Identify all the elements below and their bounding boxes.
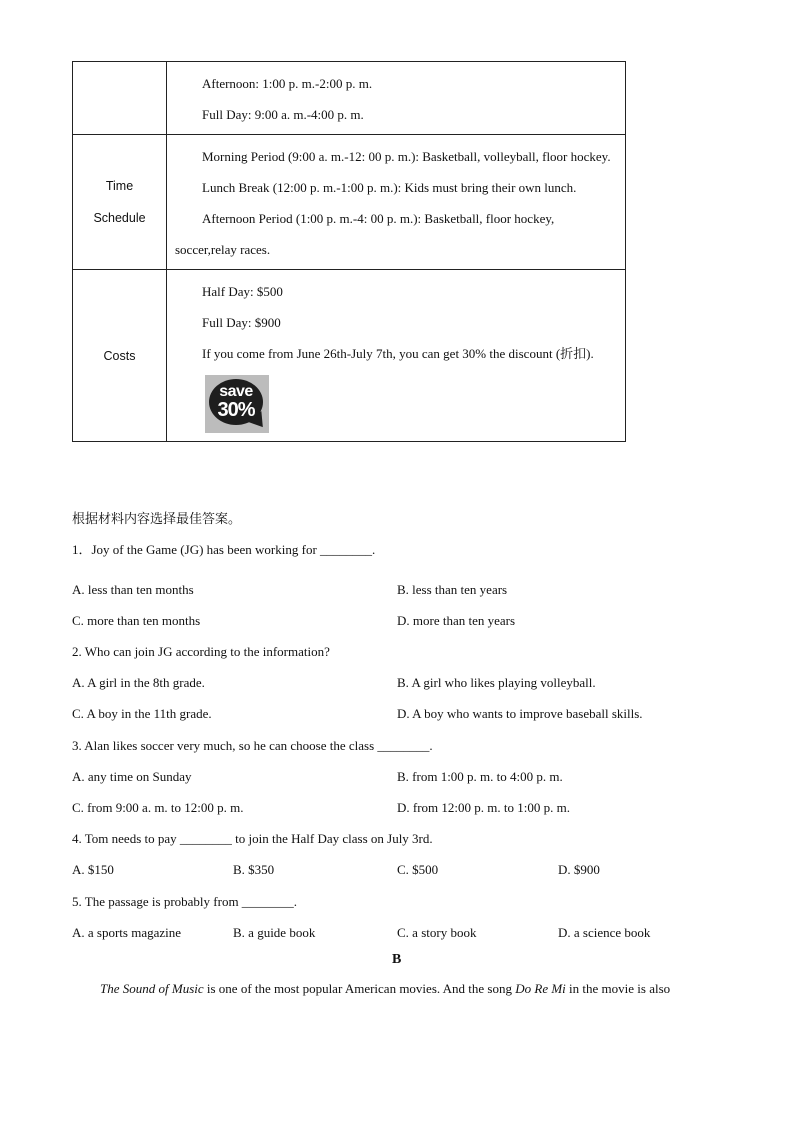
question-3-option-d[interactable]: D. from 12:00 p. m. to 1:00 p. m. — [397, 800, 570, 815]
cost-discount: If you come from June 26th-July 7th, you can get 30% the discount (折扣). — [202, 346, 594, 361]
question-3-option-c[interactable]: C. from 9:00 a. m. to 12:00 p. m. — [72, 800, 244, 815]
time-continued-label-cell — [73, 62, 167, 135]
question-5-option-a[interactable]: A. a sports magazine — [72, 925, 182, 940]
time-full-day: Full Day: 9:00 a. m.-4:00 p. m. — [202, 107, 364, 122]
question-4-option-d[interactable]: D. $900 — [558, 862, 600, 877]
question-2-option-c[interactable]: C. A boy in the 11th grade. — [72, 706, 212, 721]
save-30-badge-icon — [205, 375, 269, 433]
time-continued-cell — [167, 62, 626, 135]
question-2-option-d[interactable]: D. A boy who wants to improve baseball skills. — [397, 706, 643, 721]
badge-text-percent: 30% — [217, 399, 255, 421]
question-1-option-c[interactable]: C. more than ten months — [72, 613, 201, 628]
afternoon-period: Afternoon Period (1:00 p. m.-4: 00 p. m.): Basketball, floor hockey, soccer,relay races. — [175, 211, 555, 257]
question-2-option-a[interactable]: A. A girl in the 8th grade. — [72, 675, 205, 690]
question-4-stem: 4. Tom needs to pay ________ to join the Half Day class on July 3rd. — [72, 831, 433, 846]
section-b-heading: B — [392, 952, 402, 967]
paragraph-text-1: is one of the most popular American movies. And the song — [203, 981, 516, 996]
question-5-option-d[interactable]: D. a science book — [558, 925, 651, 940]
table-row — [73, 135, 626, 270]
question-1-stem: 1．Joy of the Game (JG) has been working for ________. — [72, 542, 376, 557]
table-row — [73, 62, 626, 135]
question-3-stem: 3. Alan likes soccer very much, so he can choose the class ________. — [72, 738, 433, 753]
costs-label: Costs — [73, 270, 167, 442]
schedule-table — [72, 61, 626, 442]
question-2-option-b[interactable]: B. A girl who likes playing volleyball. — [397, 675, 596, 690]
time-afternoon: Afternoon: 1:00 p. m.-2:00 p. m. — [202, 76, 373, 91]
question-1-option-d[interactable]: D. more than ten years — [397, 613, 516, 628]
lunch-break: Lunch Break (12:00 p. m.-1:00 p. m.): Kids must bring their own lunch. — [202, 180, 577, 195]
cost-full-day: Full Day: $900 — [202, 315, 281, 330]
costs-cell — [167, 270, 626, 442]
question-5-stem: 5. The passage is probably from ________. — [72, 894, 298, 909]
question-4-option-b[interactable]: B. $350 — [233, 862, 275, 877]
question-2-stem: 2. Who can join JG according to the information? — [72, 644, 330, 659]
time-schedule-label-line1: Time — [105, 179, 134, 193]
question-1-option-b[interactable]: B. less than ten years — [397, 582, 508, 597]
time-schedule-label — [73, 135, 167, 270]
badge-text-save: save — [219, 383, 253, 400]
question-4-option-a[interactable]: A. $150 — [72, 862, 114, 877]
instruction: 根据材料内容选择最佳答案。 — [72, 511, 242, 526]
table-row — [73, 270, 626, 442]
morning-period: Morning Period (9:00 a. m.-12: 00 p. m.): Basketball, volleyball, floor hockey. — [202, 149, 611, 164]
movie-title: The Sound of Music — [100, 981, 204, 996]
question-3-option-b[interactable]: B. from 1:00 p. m. to 4:00 p. m. — [397, 769, 563, 784]
question-4-option-c[interactable]: C. $500 — [397, 862, 439, 877]
question-1-option-a[interactable]: A. less than ten months — [72, 582, 194, 597]
question-5-option-c[interactable]: C. a story book — [397, 925, 477, 940]
time-schedule-cell — [167, 135, 626, 270]
paragraph-text-2: in the movie is also — [565, 981, 671, 996]
song-title: Do Re Mi — [515, 981, 566, 996]
section-b-paragraph — [100, 981, 670, 997]
time-schedule-label-line2: Schedule — [93, 211, 146, 225]
question-5-option-b[interactable]: B. a guide book — [233, 925, 316, 940]
question-3-option-a[interactable]: A. any time on Sunday — [72, 769, 192, 784]
cost-half-day: Half Day: $500 — [202, 284, 283, 299]
